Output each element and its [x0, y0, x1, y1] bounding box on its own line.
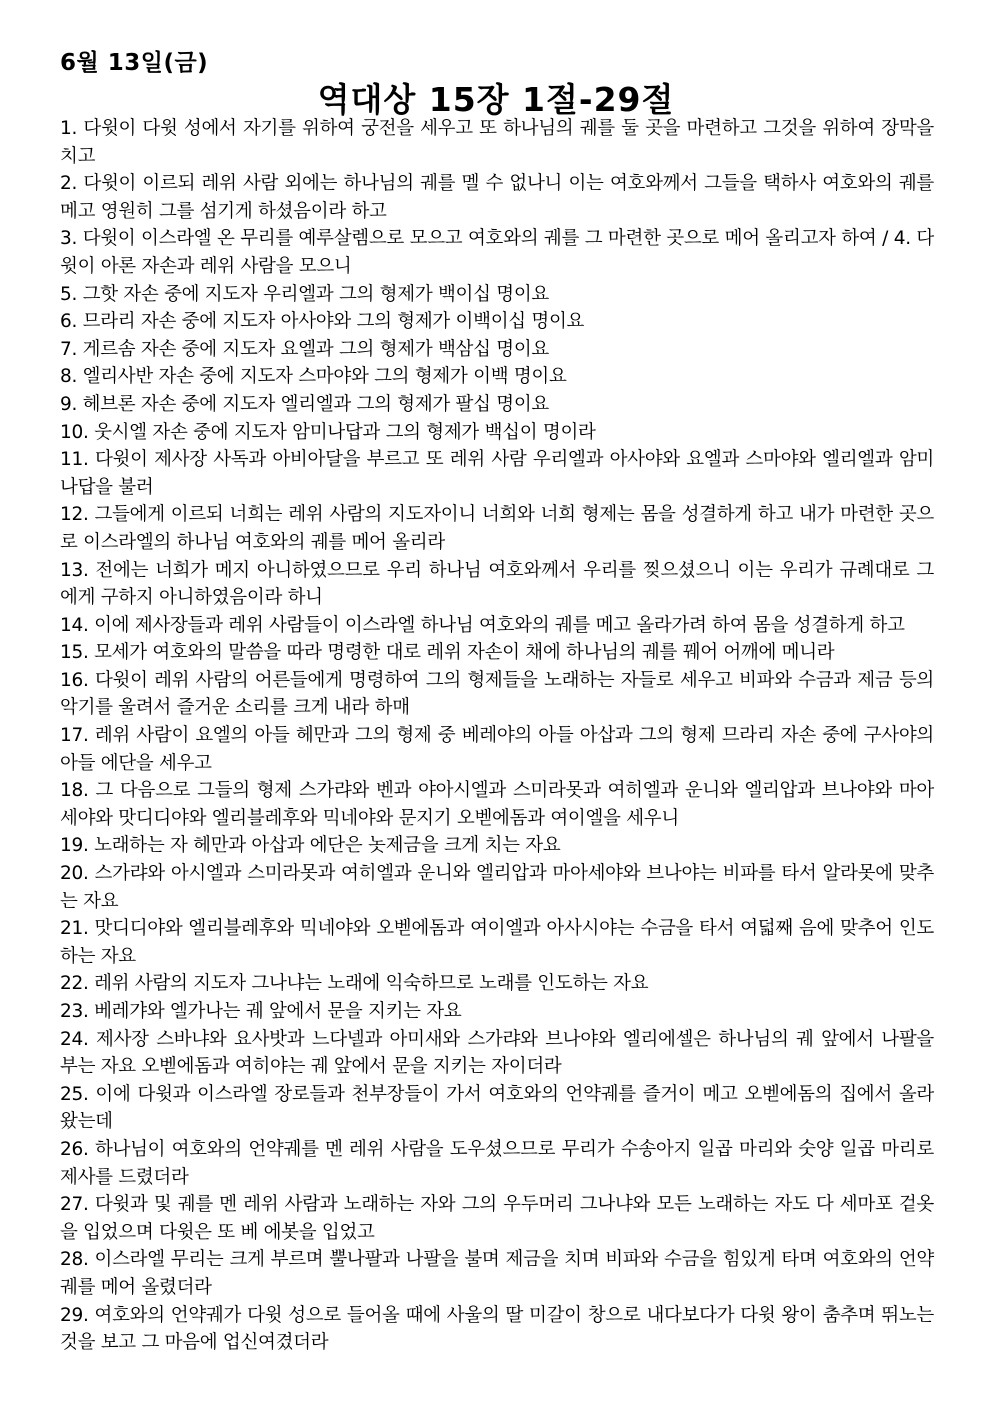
verse-20: 20. 스가랴와 아시엘과 스미라못과 여히엘과 운니와 엘리압과 마아세야와 브나야는 비파를 타서 알라못에 맞추는 자요: [60, 863, 934, 912]
verse-list: [60, 115, 934, 1357]
verse-10: 10. 웃시엘 자손 중에 지도자 암미나답과 그의 형제가 백십이 명이라: [60, 421, 596, 443]
verse-2: 2. 다윗이 이르되 레위 사람 외에는 하나님의 궤를 멜 수 없나니 이는 여호와께서 그들을 택하사 여호와의 궤를 메고 영원히 그를 섬기게 하셨음이라 하고: [60, 173, 934, 222]
verse-6: 6. 므라리 자손 중에 지도자 아사야와 그의 형제가 이백이십 명이요: [60, 311, 585, 333]
date-heading: 6월 13일(금): [60, 50, 209, 76]
verse-8: 8. 엘리사반 자손 중에 지도자 스마야와 그의 형제가 이백 명이요: [60, 366, 567, 388]
verse-22: 22. 레위 사람의 지도자 그나냐는 노래에 익숙하므로 노래를 인도하는 자요: [60, 973, 649, 995]
verse-27: 27. 다윗과 및 궤를 멘 레위 사람과 노래하는 자와 그의 우두머리 그나냐와 모든 노래하는 자도 다 세마포 겉옷을 입었으며 다윗은 또 베 에봇을 입었고: [60, 1194, 934, 1243]
verse-18: 18. 그 다음으로 그들의 형제 스가랴와 벤과 야아시엘과 스미라못과 여히엘과 운니와 엘리압과 브나야와 마아세야와 맛디디야와 엘리블레후와 믹네야와 문지기 오벧에돔과 여이엘을 세우니: [60, 780, 934, 829]
verse-21: 21. 맛디디야와 엘리블레후와 믹네야와 오벧에돔과 여이엘과 아사시야는 수금을 타서 여덟째 음에 맞추어 인도하는 자요: [60, 918, 934, 967]
verse-14: 14. 이에 제사장들과 레위 사람들이 이스라엘 하나님 여호와의 궤를 메고 올라가려 하여 몸을 성결하게 하고: [60, 614, 905, 636]
verse-16: 16. 다윗이 레위 사람의 어른들에게 명령하여 그의 형제들을 노래하는 자들로 세우고 비파와 수금과 제금 등의 악기를 울려서 즐거운 소리를 크게 내라 하매: [60, 669, 934, 719]
verse-13: 13. 전에는 너희가 메지 아니하였으므로 우리 하나님 여호와께서 우리를 찢으셨으니 이는 우리가 규례대로 그에게 구하지 아니하였음이라 하니: [60, 559, 934, 609]
verse-17: 17. 레위 사람이 요엘의 아들 헤만과 그의 형제 중 베레야의 아들 아삽과 그의 형제 므라리 자손 중에 구사야의 아들 에단을 세우고: [60, 725, 934, 774]
verse-26: 26. 하나님이 여호와의 언약궤를 멘 레위 사람을 도우셨으므로 무리가 수송아지 일곱 마리와 숫양 일곱 마리로 제사를 드렸더라: [60, 1138, 934, 1188]
verse-3-4: 3. 다윗이 이스라엘 온 무리를 예루살렘으로 모으고 여호와의 궤를 그 마련한 곳으로 메어 올리고자 하여 / 4. 다윗이 아론 자손과 레위 사람을 모으니: [60, 228, 934, 277]
verse-11: 11. 다윗이 제사장 사독과 아비아달을 부르고 또 레위 사람 우리엘과 아사야와 요엘과 스마야와 엘리엘과 암미나답을 불러: [60, 449, 934, 498]
verse-12: 12. 그들에게 이르되 너희는 레위 사람의 지도자이니 너희와 너희 형제는 몸을 성결하게 하고 내가 마련한 곳으로 이스라엘의 하나님 여호와의 궤를 메어 올리라: [60, 504, 934, 553]
verse-1: 1. 다윗이 다윗 성에서 자기를 위하여 궁전을 세우고 또 하나님의 궤를 둘 곳을 마련하고 그것을 위하여 장막을 치고: [60, 118, 934, 167]
verse-5: 5. 그핫 자손 중에 지도자 우리엘과 그의 형제가 백이십 명이요: [60, 283, 549, 305]
verse-28: 28. 이스라엘 무리는 크게 부르며 뿔나팔과 나팔을 불며 제금을 치며 비파와 수금을 힘있게 타며 여호와의 언약궤를 메어 올렸더라: [60, 1249, 934, 1298]
verse-19: 19. 노래하는 자 헤만과 아삽과 에단은 놋제금을 크게 치는 자요: [60, 835, 561, 857]
verse-29: 29. 여호와의 언약궤가 다윗 성으로 들어올 때에 사울의 딸 미갈이 창으로 내다보다가 다윗 왕이 춤추며 뛰노는 것을 보고 그 마음에 업신여겼더라: [60, 1304, 934, 1354]
verse-23: 23. 베레갸와 엘가나는 궤 앞에서 문을 지키는 자요: [60, 1001, 462, 1022]
verse-25: 25. 이에 다윗과 이스라엘 장로들과 천부장들이 가서 여호와의 언약궤를 즐거이 메고 오벧에돔의 집에서 올라왔는데: [60, 1083, 934, 1133]
page-title: 역대상 15장 1절-29절: [317, 80, 675, 119]
verse-15: 15. 모세가 여호와의 말씀을 따라 명령한 대로 레위 자손이 채에 하나님의 궤를 꿰어 어깨에 메니라: [60, 642, 835, 664]
verse-24: 24. 제사장 스바냐와 요사밧과 느다넬과 아미새와 스가랴와 브나야와 엘리에셀은 하나님의 궤 앞에서 나팔을 부는 자요 오벧에돔과 여히야는 궤 앞에서 문을 지키는 자이더라: [60, 1028, 934, 1078]
verse-9: 9. 헤브론 자손 중에 지도자 엘리엘과 그의 형제가 팔십 명이요: [60, 393, 549, 415]
verse-7: 7. 게르솜 자손 중에 지도자 요엘과 그의 형제가 백삼십 명이요: [60, 338, 549, 360]
